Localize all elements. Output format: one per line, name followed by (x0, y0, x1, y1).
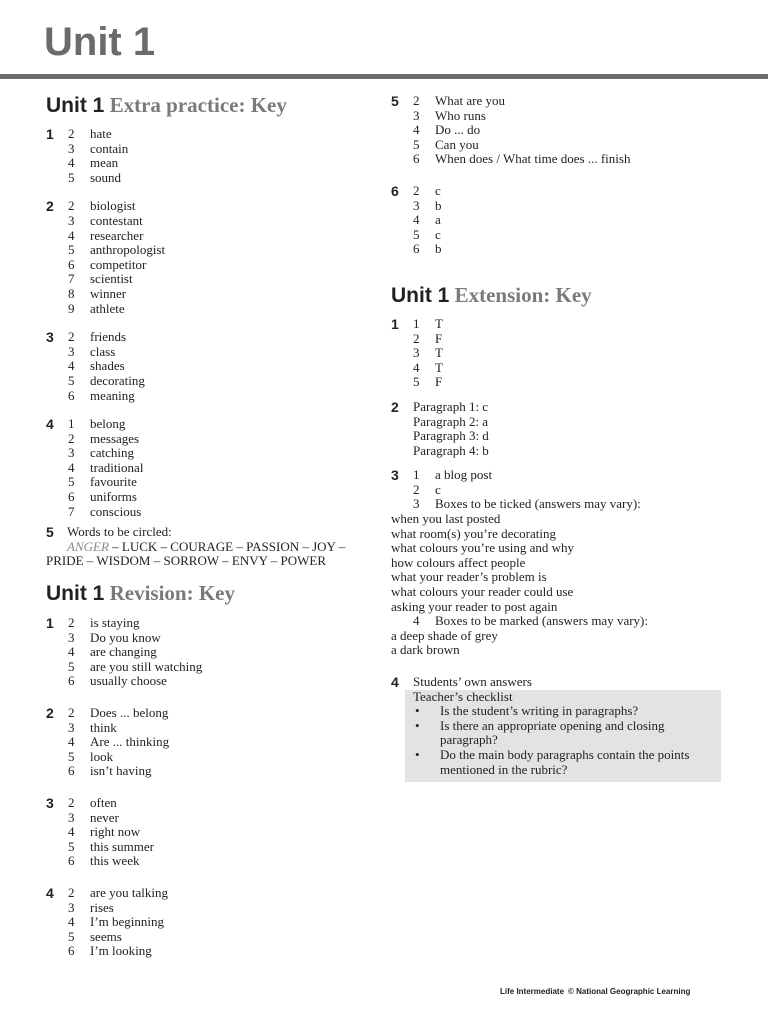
item-answer: belong (90, 416, 126, 432)
item-answer: are you still watching (90, 658, 203, 674)
item-answer: When does / What time does ... finish (435, 151, 631, 167)
checklist-text: Is there an appropriate opening and closing paragraph? (440, 717, 665, 748)
item-answer: researcher (90, 227, 144, 243)
bullet-icon: • (415, 717, 420, 733)
exercise-number: 2 (391, 398, 399, 415)
item-answer: I’m looking (90, 943, 152, 959)
item-number: 7 (68, 271, 75, 287)
item-answer: T (435, 315, 443, 331)
answer-row (413, 184, 731, 199)
answer-row (68, 811, 376, 826)
item-number: 6 (68, 853, 75, 869)
item-number: 2 (68, 198, 75, 214)
answer-row (68, 825, 376, 840)
answer-row (68, 944, 376, 959)
header-rule (0, 74, 768, 79)
answer-row (68, 631, 376, 646)
answer-row (68, 461, 376, 476)
item-number: 2 (413, 182, 420, 198)
heading-title: Extension: Key (454, 282, 592, 307)
answer-row (413, 94, 731, 109)
item-number: 5 (413, 374, 420, 390)
item-answer: this week (90, 853, 140, 869)
ex3-row-3 (391, 497, 731, 512)
item-answer: scientist (90, 271, 133, 287)
item-answer: often (90, 794, 117, 810)
answer-row (68, 272, 376, 287)
exercise-body (68, 886, 376, 959)
paragraph-answer: Paragraph 2: a (413, 413, 489, 429)
paragraph-answer: Paragraph 1: c (413, 398, 489, 414)
revision-exercise-1 (46, 616, 376, 689)
checklist-title: Teacher’s checklist (413, 688, 513, 704)
item-answer: b (435, 241, 442, 257)
item-answer: contain (90, 140, 129, 156)
footer-publisher: © National Geographic Learning (568, 987, 691, 996)
item-number: 2 (413, 93, 420, 108)
item-number: 2 (68, 705, 75, 720)
ticked-item: asking your reader to post again (391, 598, 558, 614)
heading-title: Revision: Key (109, 581, 235, 606)
exercise-body (68, 330, 376, 403)
heading-title: Extra practice: Key (109, 93, 287, 117)
checklist-item (413, 719, 713, 748)
heading-unit: Unit 1 (46, 582, 105, 606)
exercise-body (68, 616, 376, 689)
extension-heading (391, 282, 731, 309)
item-answer: a (435, 212, 441, 228)
exercise-number: 1 (46, 615, 54, 632)
item-number: 6 (68, 673, 75, 689)
extension-exercise-3 (391, 468, 731, 658)
item-answer: Who runs (435, 107, 486, 123)
item-answer: athlete (90, 300, 125, 316)
answer-row (68, 721, 376, 736)
exercise-number: 1 (391, 315, 399, 332)
extra-practice-exercises (46, 127, 376, 519)
answer-row (68, 475, 376, 490)
item-number: 1 (413, 315, 420, 331)
paragraph-answer: Paragraph 4: b (413, 442, 489, 458)
exercise-body (413, 317, 731, 390)
item-number: 6 (68, 943, 75, 959)
answer-row (413, 123, 731, 138)
exercise-number: 3 (46, 329, 54, 346)
item-answer: conscious (90, 503, 142, 519)
item-number: 2 (413, 481, 420, 497)
answer-row (413, 213, 731, 228)
answer-row (68, 764, 376, 779)
item-answer: Boxes to be marked (answers may vary): (435, 613, 648, 629)
answer-row (68, 330, 376, 345)
ex3-list-b (391, 629, 731, 658)
extra-practice-heading (46, 92, 376, 119)
item-answer: meaning (90, 387, 135, 403)
item-number: 3 (68, 445, 75, 461)
item-number: 2 (68, 615, 75, 631)
item-number: 2 (68, 794, 75, 810)
checklist-text: Is the student’s writing in paragraphs? (440, 703, 639, 719)
answer-row (68, 750, 376, 765)
item-answer: sound (90, 169, 122, 185)
ex3-row-4 (391, 614, 731, 629)
item-answer: right now (90, 824, 141, 840)
item-number: 4 (68, 914, 75, 930)
item-answer: shades (90, 358, 125, 374)
item-answer: isn’t having (90, 763, 152, 779)
item-answer: winner (90, 285, 127, 301)
item-number: 3 (413, 345, 420, 361)
revision-exercises-continued (391, 94, 731, 257)
page-title: Unit 1 (44, 20, 156, 64)
ex3-list-a (391, 512, 731, 614)
extra-exercise-5 (46, 525, 376, 554)
item-answer: T (435, 359, 443, 375)
answer-row (68, 156, 376, 171)
item-answer: are changing (90, 644, 157, 660)
item-answer: I’m beginning (90, 914, 165, 930)
item-answer: T (435, 345, 443, 361)
exercise-number: 4 (46, 416, 54, 433)
item-answer: c (435, 481, 441, 497)
item-answer: class (90, 343, 116, 359)
item-answer: Boxes to be ticked (answers may vary): (435, 496, 641, 512)
item-number: 3 (68, 809, 75, 825)
page-footer (500, 987, 690, 996)
answer-row (68, 432, 376, 447)
item-answer: Are ... thinking (90, 734, 170, 750)
answer-row (68, 901, 376, 916)
exercise-number: 3 (391, 467, 399, 484)
item-answer: uniforms (90, 489, 137, 505)
item-number: 6 (68, 387, 75, 403)
ex3-row-2 (391, 483, 731, 498)
answer-row (413, 138, 731, 153)
item-number: 5 (68, 838, 75, 854)
answer-row (413, 242, 731, 257)
item-number: 3 (68, 899, 75, 915)
ticked-item: what colours you’re using and why (391, 540, 575, 556)
item-number: 2 (68, 329, 75, 345)
item-number: 5 (68, 372, 75, 388)
answer-row (68, 915, 376, 930)
ex5-line1-rest: – LUCK – COURAGE – PASSION – JOY – (108, 538, 346, 554)
answer-row (68, 214, 376, 229)
marked-item: a dark brown (391, 642, 460, 658)
item-answer: seems (90, 928, 122, 944)
item-number: 4 (68, 644, 75, 660)
answer-row (68, 287, 376, 302)
answer-row (68, 505, 376, 520)
item-answer: contestant (90, 212, 143, 228)
ex3-row-1 (391, 468, 731, 483)
ticked-item: what colours your reader could use (391, 584, 574, 600)
item-number: 3 (413, 197, 420, 213)
item-answer: hate (90, 126, 112, 141)
answer-row (68, 796, 376, 811)
exercise-body (413, 94, 731, 167)
item-answer: Do ... do (435, 122, 481, 138)
exercise-number: 4 (391, 674, 399, 690)
extra-exercise-2 (46, 199, 376, 316)
exercise-number: 5 (46, 524, 54, 541)
item-number: 6 (68, 489, 75, 505)
item-answer: mean (90, 155, 119, 171)
item-answer: F (435, 330, 443, 346)
item-answer: a blog post (435, 467, 493, 483)
item-number: 5 (413, 136, 420, 152)
answer-row (413, 317, 731, 332)
answer-row (413, 199, 731, 214)
item-number: 4 (68, 459, 75, 475)
answer-row (68, 359, 376, 374)
revision-exercise-6 (391, 184, 731, 257)
item-number: 3 (68, 140, 75, 156)
paragraph-answer: Paragraph 3: d (413, 428, 489, 444)
exercise-body (68, 796, 376, 869)
item-answer: competitor (90, 256, 147, 272)
footer-brand: Life Intermediate (500, 987, 565, 996)
item-answer: usually choose (90, 673, 167, 689)
answer-row (68, 127, 376, 142)
answer-row (68, 258, 376, 273)
ex5-line1 (67, 540, 376, 555)
exercise-body (68, 127, 376, 185)
answer-row (413, 332, 731, 347)
marked-item: a deep shade of grey (391, 627, 498, 643)
answer-row (68, 142, 376, 157)
answer-row (68, 417, 376, 432)
item-number: 2 (68, 126, 75, 141)
exercise-number: 4 (46, 884, 54, 901)
revision-heading (46, 580, 376, 607)
item-answer: rises (90, 899, 114, 915)
item-number: 2 (68, 430, 75, 446)
revision-exercise-4 (46, 886, 376, 959)
exercise-body (68, 417, 376, 519)
item-number: 5 (68, 658, 75, 674)
item-answer: Can you (435, 136, 479, 152)
item-number: 6 (68, 763, 75, 779)
answer-row (68, 199, 376, 214)
answer-row (413, 361, 731, 376)
item-number: 2 (413, 330, 420, 346)
answer-row (68, 706, 376, 721)
answer-row (68, 345, 376, 360)
item-number: 3 (413, 496, 420, 512)
item-number: 1 (68, 416, 75, 432)
item-answer: this summer (90, 838, 154, 854)
item-number: 3 (68, 212, 75, 228)
item-answer: c (435, 182, 441, 198)
item-answer: traditional (90, 459, 144, 475)
item-number: 4 (413, 122, 420, 138)
answer-row (413, 375, 731, 390)
answer-row (68, 660, 376, 675)
item-number: 5 (68, 928, 75, 944)
exercise-body (413, 184, 731, 257)
answer-row (413, 346, 731, 361)
answer-row (68, 171, 376, 186)
answer-row (413, 228, 731, 243)
exercise-number: 2 (46, 198, 54, 215)
bullet-icon: • (415, 746, 420, 762)
item-number: 9 (68, 300, 75, 316)
extension-ex1-answers (391, 317, 731, 390)
item-number: 3 (68, 343, 75, 359)
answer-row (68, 645, 376, 660)
ticked-item: when you last posted (391, 511, 501, 527)
item-number: 1 (413, 467, 420, 483)
item-answer: favourite (90, 474, 137, 490)
revision-exercise-2 (46, 706, 376, 779)
item-answer: look (90, 748, 114, 764)
item-number: 7 (68, 503, 75, 519)
answer-row (68, 674, 376, 689)
checklist-text: Do the main body paragraphs contain the points mentioned in the rubric? (440, 746, 690, 777)
left-column (46, 92, 376, 959)
item-answer: friends (90, 329, 127, 345)
answer-row (68, 616, 376, 631)
exercise-body (68, 199, 376, 316)
item-answer: Does ... belong (90, 705, 169, 720)
ticked-item: what your reader’s problem is (391, 569, 547, 585)
item-number: 5 (68, 474, 75, 490)
item-number: 5 (68, 169, 75, 185)
answer-row (68, 229, 376, 244)
item-number: 4 (413, 359, 420, 375)
exercise-number: 1 (46, 126, 54, 142)
answer-row (68, 854, 376, 869)
item-number: 4 (413, 212, 420, 228)
item-number: 2 (68, 884, 75, 900)
item-number: 4 (68, 358, 75, 374)
item-number: 3 (68, 719, 75, 735)
checklist-item (413, 748, 713, 777)
answer-row (68, 735, 376, 750)
item-number: 5 (413, 226, 420, 242)
bullet-icon: • (415, 703, 420, 719)
item-number: 8 (68, 285, 75, 301)
checklist-item (413, 704, 713, 719)
exercise-body (67, 525, 376, 554)
item-number: 5 (68, 748, 75, 764)
answer-row (68, 446, 376, 461)
item-answer: catching (90, 445, 135, 461)
extra-exercise-4 (46, 417, 376, 519)
exercise-body (413, 400, 731, 458)
item-answer: F (435, 374, 443, 390)
item-number: 3 (68, 629, 75, 645)
answer-row (68, 243, 376, 258)
extension-exercise-4 (391, 675, 731, 782)
item-answer: messages (90, 430, 140, 446)
ex5-line2: PRIDE – WISDOM – SORROW – ENVY – POWER (46, 553, 326, 569)
circled-word: ANGER (67, 538, 109, 554)
item-answer: think (90, 719, 117, 735)
ex5-intro: Words to be circled: (67, 524, 172, 540)
item-answer: decorating (90, 372, 145, 388)
answer-row (68, 302, 376, 317)
item-number: 6 (68, 256, 75, 272)
item-number: 5 (68, 242, 75, 258)
extra-exercise-3 (46, 330, 376, 403)
answer-row (68, 490, 376, 505)
exercise-number: 3 (46, 794, 54, 811)
item-answer: What are you (435, 93, 506, 108)
item-answer: c (435, 226, 441, 242)
item-answer: b (435, 197, 442, 213)
item-answer: biologist (90, 198, 136, 214)
extension-exercise-2 (391, 400, 731, 458)
item-answer: Do you know (90, 629, 161, 645)
teacher-checklist (405, 690, 721, 783)
item-number: 3 (413, 107, 420, 123)
extra-exercise-1 (46, 127, 376, 185)
revision-exercises (46, 616, 376, 959)
item-number: 4 (413, 613, 420, 629)
item-number: 6 (413, 151, 420, 167)
item-number: 4 (68, 734, 75, 750)
ticked-item: what room(s) you’re decorating (391, 525, 556, 541)
answer-row (413, 152, 731, 167)
answer-row (68, 374, 376, 389)
ex4-line: Students’ own answers (413, 674, 532, 689)
answer-row (413, 109, 731, 124)
checklist-bullets (413, 704, 713, 777)
item-answer: is staying (90, 615, 140, 631)
item-answer: are you talking (90, 884, 168, 900)
extension-exercise-1 (391, 317, 731, 390)
exercise-number: 5 (391, 93, 399, 109)
revision-exercise-5 (391, 94, 731, 167)
exercise-number: 6 (391, 182, 399, 199)
exercise-number: 2 (46, 705, 54, 721)
item-number: 4 (68, 155, 75, 171)
revision-exercise-3 (46, 796, 376, 869)
item-answer: never (90, 809, 119, 825)
answer-row (68, 886, 376, 901)
heading-unit: Unit 1 (391, 283, 450, 307)
right-column (391, 94, 731, 782)
ticked-item: how colours affect people (391, 554, 526, 570)
exercise-body (68, 706, 376, 779)
item-number: 4 (68, 227, 75, 243)
item-answer: anthropologist (90, 242, 166, 258)
answer-row (68, 840, 376, 855)
item-number: 4 (68, 824, 75, 840)
heading-unit: Unit 1 (46, 94, 105, 117)
answer-row (68, 930, 376, 945)
answer-row (68, 389, 376, 404)
item-number: 6 (413, 241, 420, 257)
